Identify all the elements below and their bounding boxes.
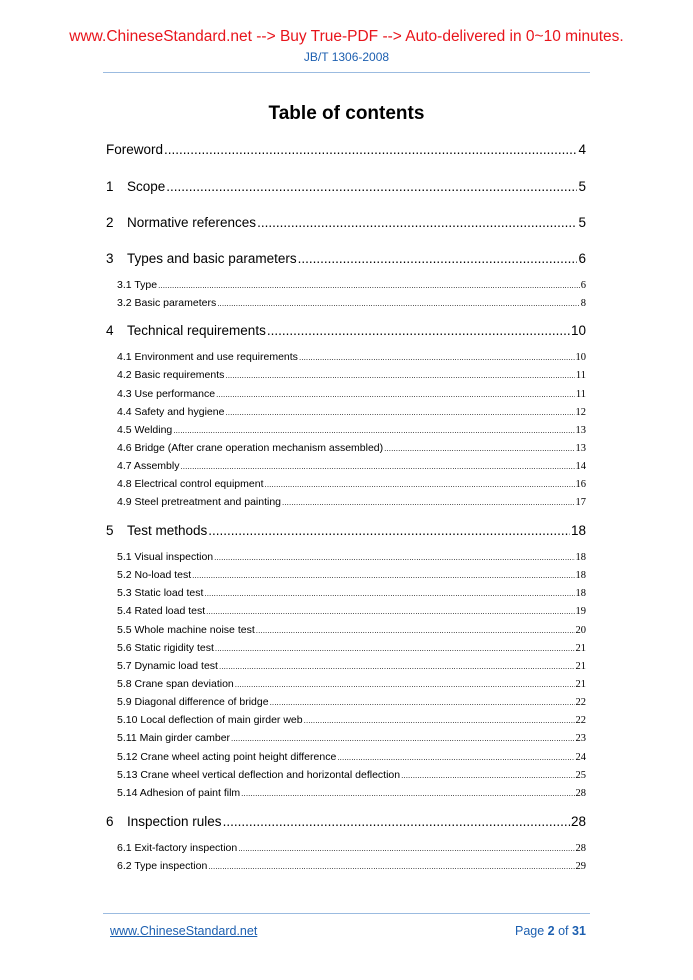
toc-page-number: 18 <box>575 588 586 599</box>
toc-section-entry[interactable] <box>117 660 586 672</box>
toc-dot-leader <box>257 215 577 230</box>
toc-chapter-entry[interactable] <box>106 251 586 266</box>
toc-page-number: 12 <box>575 407 586 418</box>
toc-chapter-number: 6 <box>106 814 114 829</box>
toc-dot-leader <box>304 714 575 726</box>
toc-entry-label: 4.1 Environment and use requirements <box>117 351 298 363</box>
footer-divider <box>103 913 590 914</box>
toc-entry-label: Inspection rules <box>127 814 222 829</box>
toc-entry-label: 5.12 Crane wheel acting point height difference <box>117 751 337 763</box>
toc-dot-leader <box>256 624 575 636</box>
page-of: of <box>554 924 572 938</box>
toc-dot-leader <box>164 142 577 157</box>
toc-section-entry[interactable] <box>117 587 586 599</box>
toc-section-entry[interactable] <box>117 696 586 708</box>
toc-page-number: 11 <box>575 389 586 400</box>
toc-page-number: 21 <box>575 661 586 672</box>
toc-page-number: 21 <box>575 643 586 654</box>
toc-page-number: 18 <box>575 552 586 563</box>
toc-section-entry[interactable] <box>117 478 586 490</box>
toc-page-number: 13 <box>575 425 586 436</box>
toc-page-number: 6 <box>580 280 586 291</box>
toc-dot-leader <box>337 751 574 763</box>
toc-entry-label: 4.5 Welding <box>117 424 173 436</box>
toc-entry-label: 4.9 Steel pretreatment and painting <box>117 496 282 508</box>
toc-entry-label: 5.3 Static load test <box>117 587 204 599</box>
toc-page-number: 19 <box>575 606 586 617</box>
toc-entry-label: 4.6 Bridge (After crane operation mechanism assembled) <box>117 442 384 454</box>
toc-dot-leader <box>299 351 575 363</box>
toc-dot-leader <box>225 369 574 381</box>
toc-entry-label: 3.1 Type <box>117 279 158 291</box>
toc-dot-leader <box>238 842 574 854</box>
toc-entry-label: Scope <box>127 179 166 194</box>
toc-dot-leader <box>298 251 578 266</box>
toc-entry-label: 5.14 Adhesion of paint film <box>117 787 241 799</box>
toc-section-entry[interactable] <box>117 624 586 636</box>
toc-dot-leader <box>282 496 574 508</box>
toc-dot-leader <box>204 587 574 599</box>
toc-page-number: 6 <box>578 251 586 266</box>
toc-dot-leader <box>180 460 574 472</box>
toc-entry-label: 5.11 Main girder camber <box>117 732 231 744</box>
toc-page-number: 18 <box>570 523 586 538</box>
toc-section-entry[interactable] <box>117 351 586 363</box>
toc-section-entry[interactable] <box>117 496 586 508</box>
page-prefix: Page <box>515 924 548 938</box>
toc-page-number: 8 <box>580 298 586 309</box>
toc-dot-leader <box>173 424 574 436</box>
page-total: 31 <box>572 924 586 938</box>
toc-chapter-entry[interactable] <box>106 215 586 230</box>
toc-page-number: 28 <box>575 788 586 799</box>
toc-entry-label: 5.2 No-load test <box>117 569 192 581</box>
toc-section-entry[interactable] <box>117 369 586 381</box>
toc-entry-label: 5.1 Visual inspection <box>117 551 214 563</box>
toc-dot-leader <box>192 569 574 581</box>
toc-dot-leader <box>214 551 574 563</box>
toc-dot-leader <box>223 814 570 829</box>
footer-website-link[interactable]: www.ChineseStandard.net <box>110 924 258 938</box>
toc-dot-leader <box>208 860 574 872</box>
toc-page-number: 4 <box>578 142 586 157</box>
toc-section-entry[interactable] <box>117 442 586 454</box>
toc-section-entry[interactable] <box>117 605 586 617</box>
toc-section-entry[interactable] <box>117 678 586 690</box>
toc-section-entry[interactable] <box>117 424 586 436</box>
toc-section-entry[interactable] <box>117 642 586 654</box>
toc-dot-leader <box>206 605 574 617</box>
toc-section-entry[interactable] <box>117 842 586 854</box>
toc-entry-label: Technical requirements <box>127 323 266 338</box>
toc-section-entry[interactable] <box>117 388 586 400</box>
toc-section-entry[interactable] <box>117 787 586 799</box>
footer-page-indicator <box>515 923 586 939</box>
toc-page-number: 24 <box>575 752 586 763</box>
toc-dot-leader <box>166 179 577 194</box>
toc-dot-leader <box>231 732 574 744</box>
toc-entry-label: 5.8 Crane span deviation <box>117 678 234 690</box>
toc-chapter-entry[interactable] <box>106 323 586 338</box>
toc-entry-label: 6.1 Exit-factory inspection <box>117 842 238 854</box>
toc-dot-leader <box>265 478 575 490</box>
toc-page-number: 22 <box>575 697 586 708</box>
toc-entry-label: Normative references <box>127 215 257 230</box>
page-title: Table of contents <box>268 103 425 124</box>
toc-dot-leader <box>208 523 570 538</box>
toc-entry-label: 4.7 Assembly <box>117 460 180 472</box>
toc-dot-leader <box>384 442 574 454</box>
toc-entry-label: 5.7 Dynamic load test <box>117 660 218 672</box>
toc-chapter-entry[interactable] <box>106 179 586 194</box>
header-banner[interactable]: www.ChineseStandard.net --> Buy True-PDF --> Auto-delivered in 0~10 minutes. <box>69 28 624 45</box>
toc-page-number: 29 <box>575 861 586 872</box>
toc-page-number: 22 <box>575 715 586 726</box>
toc-entry-label: 5.4 Rated load test <box>117 605 206 617</box>
toc-dot-leader <box>270 696 575 708</box>
toc-dot-leader <box>235 678 575 690</box>
toc-page-number: 11 <box>575 370 586 381</box>
standard-code: JB/T 1306-2008 <box>303 50 390 64</box>
toc-dot-leader <box>219 660 575 672</box>
toc-entry-label: 4.3 Use performance <box>117 388 216 400</box>
toc-dot-leader <box>217 297 580 309</box>
toc-chapter-number: 2 <box>106 215 114 230</box>
toc-dot-leader <box>267 323 570 338</box>
toc-page-number: 5 <box>578 215 586 230</box>
toc-page-number: 13 <box>575 443 586 454</box>
toc-section-entry[interactable] <box>117 551 586 563</box>
toc-page-number: 23 <box>575 733 586 744</box>
page-current: 2 <box>547 924 555 938</box>
toc-section-entry[interactable] <box>117 569 586 581</box>
toc-section-entry[interactable] <box>117 279 586 291</box>
toc-entry-label: 5.10 Local deflection of main girder web <box>117 714 303 726</box>
toc-page-number: 17 <box>575 497 586 508</box>
toc-page-number: 10 <box>575 352 586 363</box>
toc-entry-label: 3.2 Basic parameters <box>117 297 217 309</box>
toc-chapter-number: 3 <box>106 251 114 266</box>
toc-dot-leader <box>401 769 574 781</box>
toc-page-number: 21 <box>575 679 586 690</box>
toc-page-number: 10 <box>570 323 586 338</box>
toc-entry-label: Types and basic parameters <box>127 251 297 266</box>
toc-chapter-number: 5 <box>106 523 114 538</box>
toc-chapter-number: 4 <box>106 323 114 338</box>
toc-page-number: 20 <box>575 625 586 636</box>
toc-entry-label: 5.9 Diagonal difference of bridge <box>117 696 269 708</box>
toc-page-number: 28 <box>570 814 586 829</box>
toc-dot-leader <box>225 406 574 418</box>
toc-dot-leader <box>158 279 580 291</box>
toc-dot-leader <box>215 642 575 654</box>
toc-section-entry[interactable] <box>117 860 586 872</box>
toc-entry-label: 4.4 Safety and hygiene <box>117 406 225 418</box>
toc-entry-label: Foreword <box>106 142 164 157</box>
toc-entry-label: 4.8 Electrical control equipment <box>117 478 264 490</box>
toc-entry-label: 4.2 Basic requirements <box>117 369 225 381</box>
toc-page-number: 5 <box>578 179 586 194</box>
toc-chapter-number: 1 <box>106 179 114 194</box>
toc-section-entry[interactable] <box>117 751 586 763</box>
toc-dot-leader <box>216 388 575 400</box>
toc-chapter-entry[interactable] <box>106 142 586 157</box>
toc-entry-label: 5.6 Static rigidity test <box>117 642 214 654</box>
toc-entry-label: Test methods <box>127 523 208 538</box>
toc-page-number: 18 <box>575 570 586 581</box>
toc-section-entry[interactable] <box>117 714 586 726</box>
toc-section-entry[interactable] <box>117 460 586 472</box>
toc-section-entry[interactable] <box>117 297 586 309</box>
toc-page-number: 25 <box>575 770 586 781</box>
toc-page-number: 14 <box>575 461 586 472</box>
toc-page-number: 28 <box>575 843 586 854</box>
toc-dot-leader <box>241 787 574 799</box>
toc-entry-label: 5.5 Whole machine noise test <box>117 624 255 636</box>
toc-entry-label: 5.13 Crane wheel vertical deflection and horizontal deflection <box>117 769 401 781</box>
toc-section-entry[interactable] <box>117 769 586 781</box>
toc-chapter-entry[interactable] <box>106 814 586 829</box>
toc-chapter-entry[interactable] <box>106 523 586 538</box>
toc-page-number: 16 <box>575 479 586 490</box>
toc-section-entry[interactable] <box>117 406 586 418</box>
toc-entry-label: 6.2 Type inspection <box>117 860 208 872</box>
toc-section-entry[interactable] <box>117 732 586 744</box>
